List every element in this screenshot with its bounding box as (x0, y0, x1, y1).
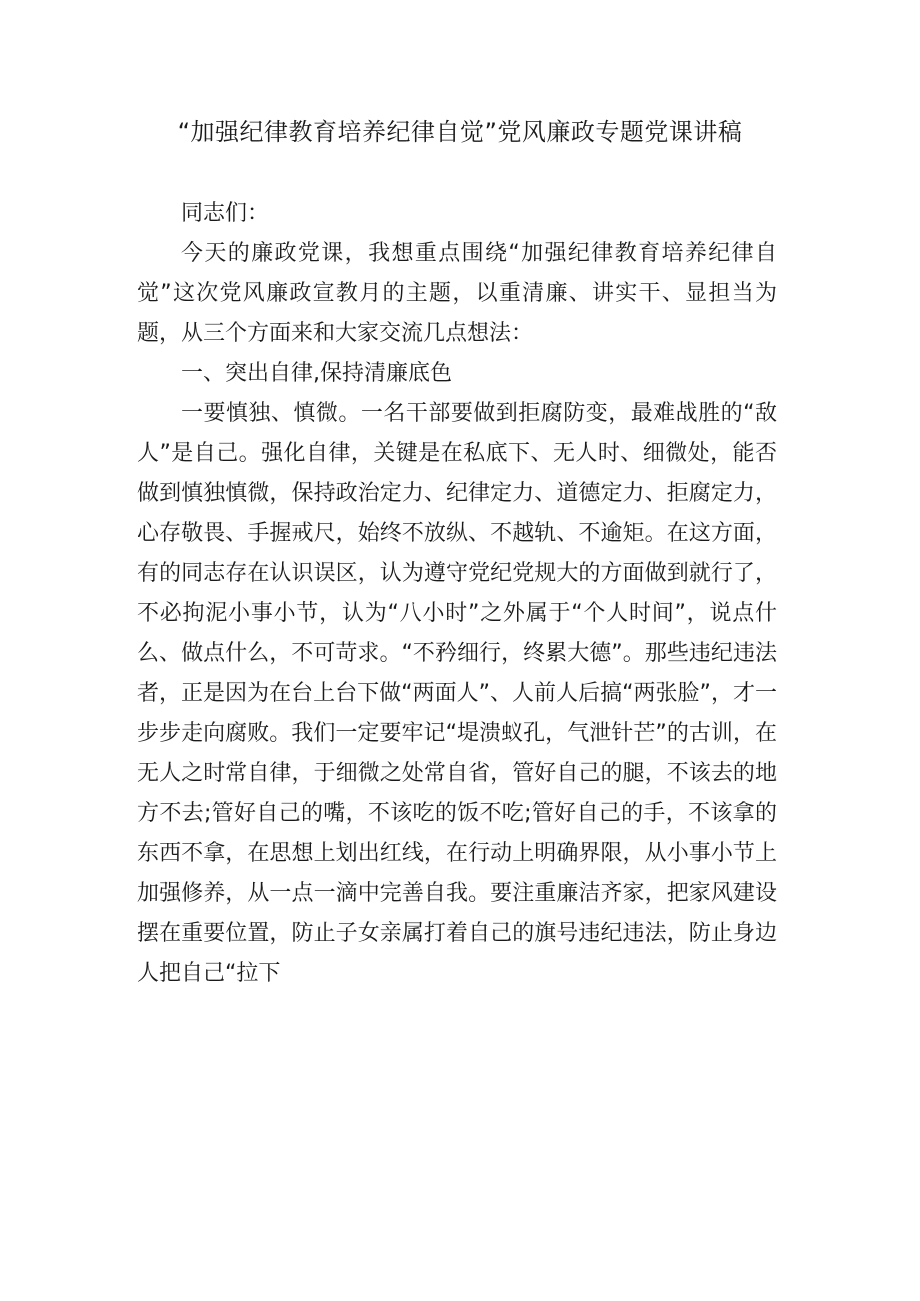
document-title: “加强纪律教育培养纪律自觉”党风廉政专题党课讲稿 (177, 118, 743, 146)
section-heading-1: 一、突出自律,保持清廉底色 (181, 361, 452, 386)
greeting: 同志们： (181, 201, 270, 226)
document-body (137, 194, 777, 994)
paragraph-intro: 今天的廉政党课，我想重点围绕“加强纪律教育培养纪律自觉”这次党风廉政宣教月的主题，以重清廉、讲实干、显担当为题，从三个方面来和大家交流几点想法： (137, 241, 777, 346)
paragraph-self-discipline: 一要慎独、慎微。一名干部要做到拒腐防变，最难战胜的“敌人”是自己。强化自律，关键是在私底下、无人时、细微处，能否做到慎独慎微，保持政治定力、纪律定力、道德定力、拒腐定力，心存敬畏、手握戒尺，始终不放纵、不越轨、不逾矩。在这方面，有的同志存在认识误区，认为遵守党纪党规大的方面做到就行了，不必拘泥小事小节，认为“八小时”之外属于“个人时间”，说点什么、做点什么，不可苛求。“不矜细行，终累大德”。那些违纪违法者，正是因为在台上台下做“两面人”、人前人后搞“两张脸”，才一步步走向腐败。我们一定要牢记“堤溃蚁孔，气泄针芒”的古训，在无人之时常自律，于细微之处常自省，管好自己的腿，不该去的地方不去;管好自己的嘴，不该吃的饭不吃;管好自己的手，不该拿的东西不拿，在思想上划出红线，在行动上明确界限，从小事小节上加强修养，从一点一滴中完善自我。要注重廉洁齐家，把家风建设摆在重要位置，防止子女亲属打着自己的旗号违纪违法，防止身边人把自己“拉下 (137, 401, 777, 986)
